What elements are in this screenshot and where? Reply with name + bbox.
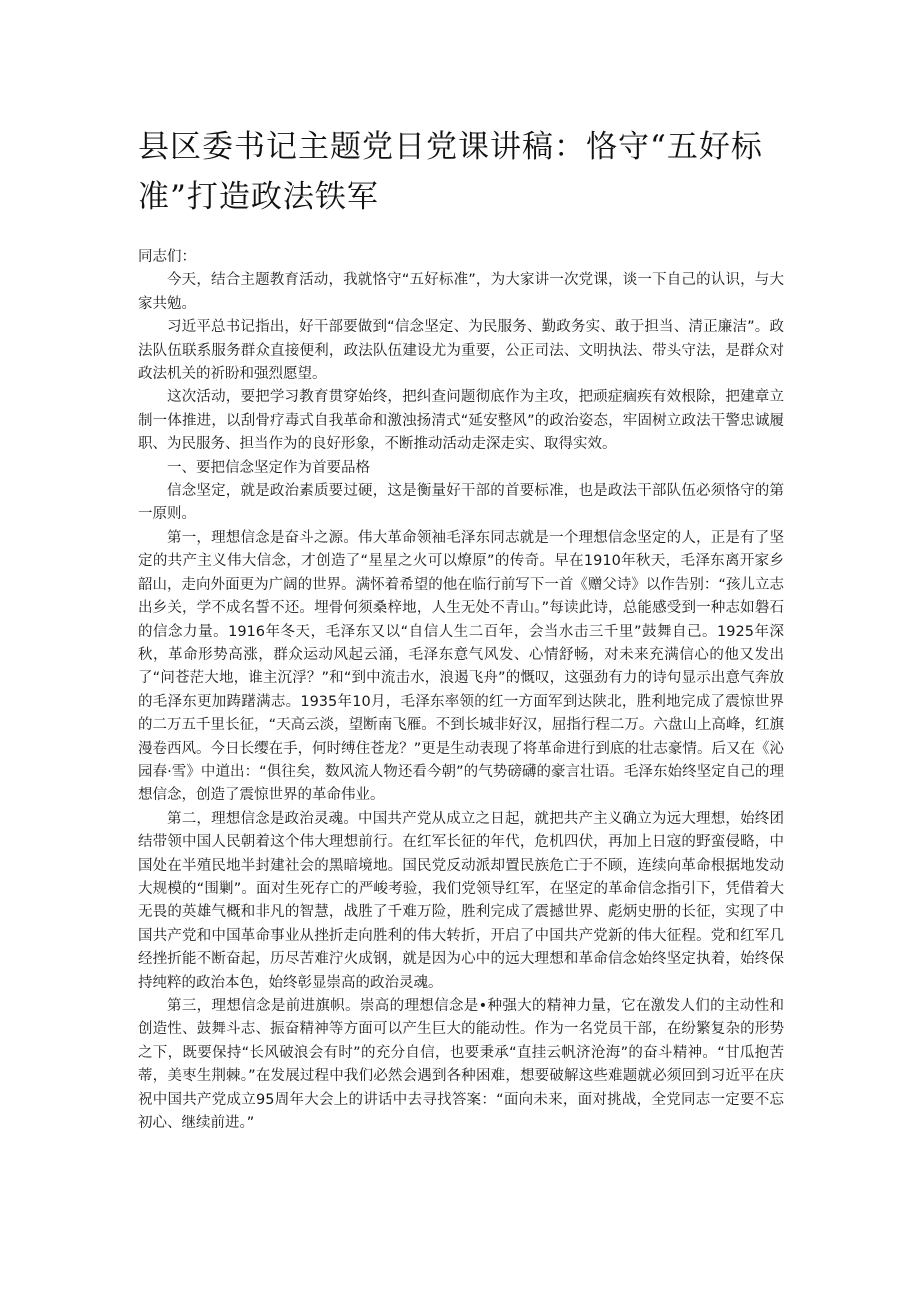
paragraph-point-2: 第二，理想信念是政治灵魂。中国共产党从成立之日起，就把共产主义确立为远大理想，始终团结带领中国人民朝着这个伟大理想前行。在红军长征的年代，危机四伏，再加上日寇的野蛮侵略，中国处在半殖民地半封建社会的黑暗境地。国民党反动派却置民族危亡于不顾，连续向革命根据地发动大规模的“围剿”。面对生死存亡的严峻考验，我们党领导红军，在坚定的革命信念指引下，凭借着大无畏的英雄气概和非凡的智慧，战胜了千难万险，胜利完成了震撼世界、彪炳史册的长征，实现了中国共产党和中国革命事业从挫折走向胜利的伟大转折，开启了中国共产党新的伟大征程。党和红军几经挫折能不断奋起，历尽苦难泞火成钢，就是因为心中的远大理想和革命信念始终坚定执着，始终保持纯粹的政治本色，始终彰显崇高的政治灵魂。 — [138, 810, 784, 991]
document-body — [138, 246, 784, 1135]
paragraph-belief-definition: 信念坚定，就是政治素质要过硬，这是衡量好干部的首要标准，也是政法干部队伍必须恪守的第一原则。 — [138, 483, 784, 523]
paragraph-point-3: 第三，理想信念是前进旗帜。崇高的理想信念是•种强大的精神力量，它在激发人们的主动性和创造性、鼓舞斗志、振奋精神等方面可以产生巨大的能动性。作为一名党员干部，在纷繁复杂的形势之下，既要保持“长风破浪会有时”的充分自信，也要秉承“直挂云帆济沧海”的奋斗精神。“甘瓜抱苦蒂，美枣生荆棘。”在发展过程中我们必然会遇到各种困难，想要破解这些难题就必须回到习近平在庆祝中国共产党成立95周年大会上的讲话中去寻找答案：“面向未来，面对挑战，全党同志一定要不忘初心、继续前进。” — [138, 998, 784, 1132]
salutation: 同志们： — [138, 249, 196, 265]
document-page — [138, 122, 784, 1135]
document-title: 县区委书记主题党日党课讲稿：恪守“五好标准”打造政法铁军 — [138, 129, 763, 215]
paragraph-intro: 今天，结合主题教育活动，我就恪守“五好标准”，为大家讲一次党课，谈一下自己的认识，与大家共勉。 — [138, 272, 784, 312]
paragraph-activity: 这次活动，要把学习教育贯穿始终，把纠查问题彻底作为主攻，把顽症痼疾有效根除，把建章立制一体推进，以刮骨疗毒式自我革命和激浊扬清式“延安整风”的政治姿态，牢固树立政法干警忠诚履职、为民服务、担当作为的良好形象，不断推动活动走深走实、取得实效。 — [138, 389, 784, 453]
paragraph-quote-standards: 习近平总书记指出，好干部要做到“信念坚定、为民服务、勤政务实、敢于担当、清正廉洁”。政法队伍联系服务群众直接便利，政法队伍建设尤为重要，公正司法、文明执法、带头守法，是群众对政法机关的祈盼和强烈愿望。 — [138, 319, 784, 383]
section-heading-1: 一、要把信念坚定作为首要品格 — [167, 459, 370, 476]
paragraph-point-1: 第一，理想信念是奋斗之源。伟大革命领袖毛泽东同志就是一个理想信念坚定的人，正是有了坚定的共产主义伟大信念，才创造了“星星之火可以燎原”的传奇。早在1910年秋天，毛泽东离开家乡韶山，走向外面更为广阔的世界。满怀着希望的他在临行前写下一首《赠父诗》以作告别：“孩儿立志出乡关，学不成名誓不还。埋骨何须桑梓地，人生无处不青山。”每读此诗，总能感受到一种志如磐石的信念力量。1916年冬天，毛泽东又以“自信人生二百年，会当水击三千里”鼓舞自己。1925年深秋，革命形势高涨，群众运动风起云涌，毛泽东意气风发、心情舒畅，对未来充满信心的他又发出了“问苍茫大地，谁主沉浮？”和“到中流击水，浪遏飞舟”的慨叹，这强劲有力的诗句显示出意气奔放的毛泽东更加踌躇满志。1935年10月，毛泽东率领的红一方面军到达陕北，胜利地完成了震惊世界的二万五千里长征，“天高云淡，望断南飞雁。不到长城非好汉，屈指行程二万。六盘山上高峰，红旗漫卷西风。今日长缨在手，何时缚住苍龙？”更是生动表现了将革命进行到底的壮志豪情。后又在《沁园春·雪》中道出：“俱往矣，数风流人物还看今朝”的气势磅礴的豪言壮语。毛泽东始终坚定自己的理想信念，创造了震惊世界的革命伟业。 — [138, 529, 784, 804]
